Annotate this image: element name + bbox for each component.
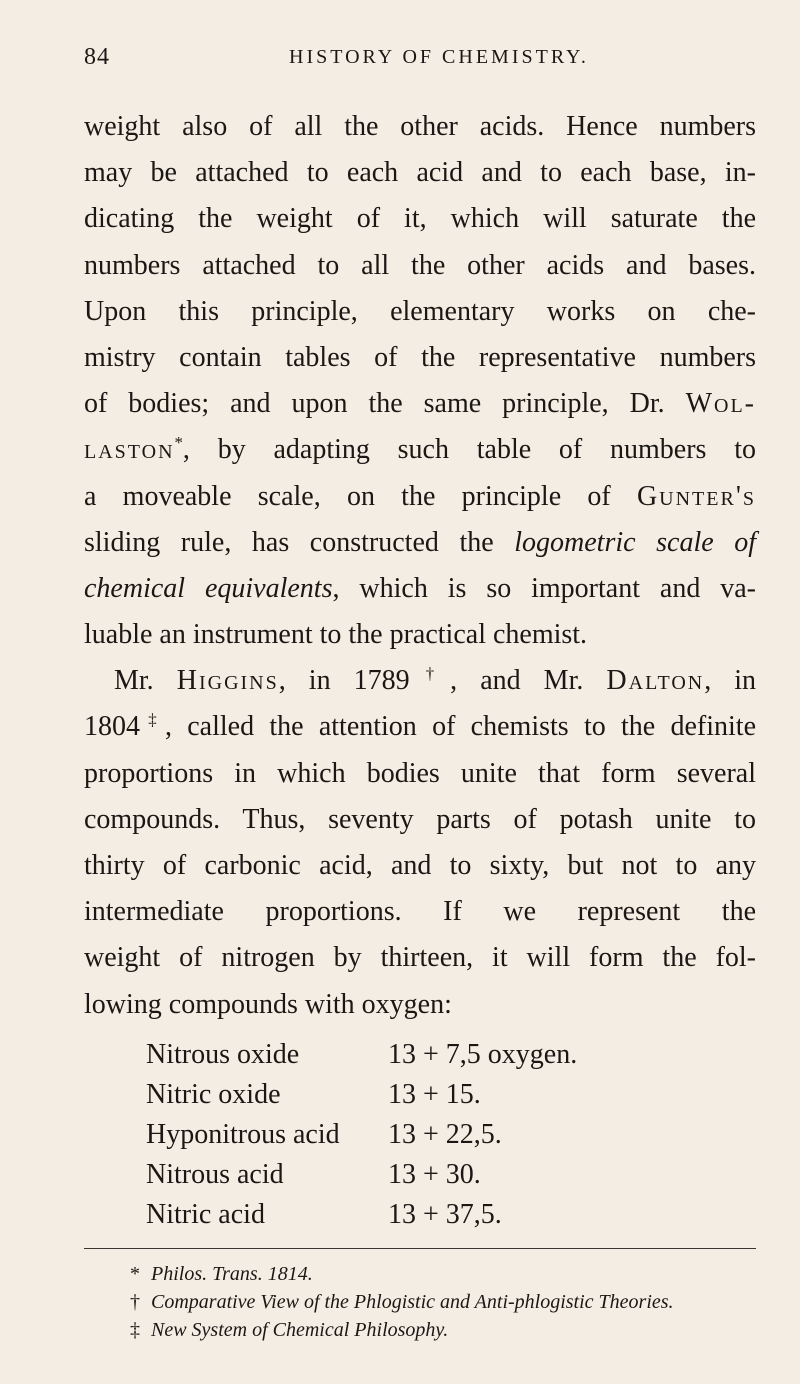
footnote-ref: † (409, 664, 451, 684)
text-line: weight of nitrogen by thirteen, it will form the fol- (84, 942, 756, 974)
text-line: lowing compounds with oxygen: (84, 988, 452, 1020)
footnote-mark: † (130, 1291, 140, 1313)
compound-formula: 13 + 7,5 oxygen. (388, 1039, 578, 1070)
footnote-ref: ‡ (140, 710, 165, 730)
text-line: may be attached to each acid and to each base, in- (84, 157, 756, 189)
footnote-mark: * (130, 1263, 140, 1285)
table-row (146, 1035, 746, 1075)
text-line: sliding rule, has constructed the logometric scale of (84, 526, 757, 558)
text-line: numbers attached to all the other acids and bases. (84, 249, 756, 281)
text-line: Mr. Higgins, in 1789†, and Mr. Dalton, in (114, 664, 757, 697)
text-line: intermediate proportions. If we represent the (84, 896, 756, 928)
author-name: Wol- (685, 388, 757, 420)
text-line: dicating the weight of it, which will saturate the (84, 203, 756, 235)
compound-formula: 13 + 15. (388, 1079, 481, 1110)
table-row (146, 1195, 746, 1235)
compound-name: Nitric acid (146, 1199, 265, 1230)
compound-formula: 13 + 37,5. (388, 1199, 502, 1230)
author-name: laston (84, 434, 175, 466)
footnotes (130, 1260, 770, 1344)
compound-name: Nitric oxide (146, 1079, 281, 1110)
running-head: HISTORY OF CHEMISTRY. (289, 46, 589, 68)
text-line: 1804‡, called the attention of chemists to the definite (84, 710, 757, 743)
italic-term: logometric scale of (514, 526, 757, 558)
body-text (84, 104, 756, 1028)
footnote-text: New System of Chemical Philosophy. (151, 1319, 449, 1341)
text-line: a moveable scale, on the principle of Gunter's (84, 480, 757, 512)
footnote-text: Philos. Trans. 1814. (151, 1263, 313, 1285)
compounds-table (146, 1035, 746, 1235)
compound-name: Nitrous oxide (146, 1039, 300, 1070)
compound-name: Nitrous acid (146, 1159, 284, 1190)
compound-formula: 13 + 30. (388, 1159, 481, 1190)
footnote (130, 1316, 770, 1344)
footnote-divider (84, 1248, 756, 1249)
text-line: luable an instrument to the practical chemist. (84, 619, 588, 651)
text-line: weight also of all the other acids. Hence numbers (84, 111, 756, 142)
page-number: 84 (84, 44, 110, 70)
text-line: mistry contain tables of the representative numbers (84, 341, 756, 373)
footnote-mark: ‡ (130, 1319, 140, 1341)
footnote-text: Comparative View of the Phlogistic and Anti-phlogistic Theories. (151, 1291, 674, 1313)
compound-name: Hyponitrous acid (146, 1119, 340, 1150)
table-row (146, 1075, 746, 1115)
author-name: Dalton (606, 665, 705, 697)
author-name: Gunter's (636, 480, 757, 512)
text-line: proportions in which bodies unite that form several (84, 757, 756, 789)
text-line: compounds. Thus, seventy parts of potash unite to (84, 803, 756, 835)
footnote (130, 1260, 770, 1288)
text-line: laston*, by adapting such table of numbers to (84, 433, 756, 466)
footnote (130, 1288, 770, 1316)
table-row (146, 1155, 746, 1195)
text-line: of bodies; and upon the same principle, Dr. Wol- (84, 388, 757, 420)
text-line: chemical equivalents, which is so important and va- (84, 572, 756, 604)
text-line: thirty of carbonic acid, and to sixty, but not to any (84, 850, 756, 881)
text-line: Upon this principle, elementary works on che- (84, 295, 756, 327)
table-row (146, 1115, 746, 1155)
footnote-ref: * (174, 433, 183, 453)
page-header (84, 44, 740, 74)
italic-term: chemical equivalents (84, 572, 333, 604)
author-name: Higgins (176, 665, 279, 697)
compound-formula: 13 + 22,5. (388, 1119, 502, 1150)
